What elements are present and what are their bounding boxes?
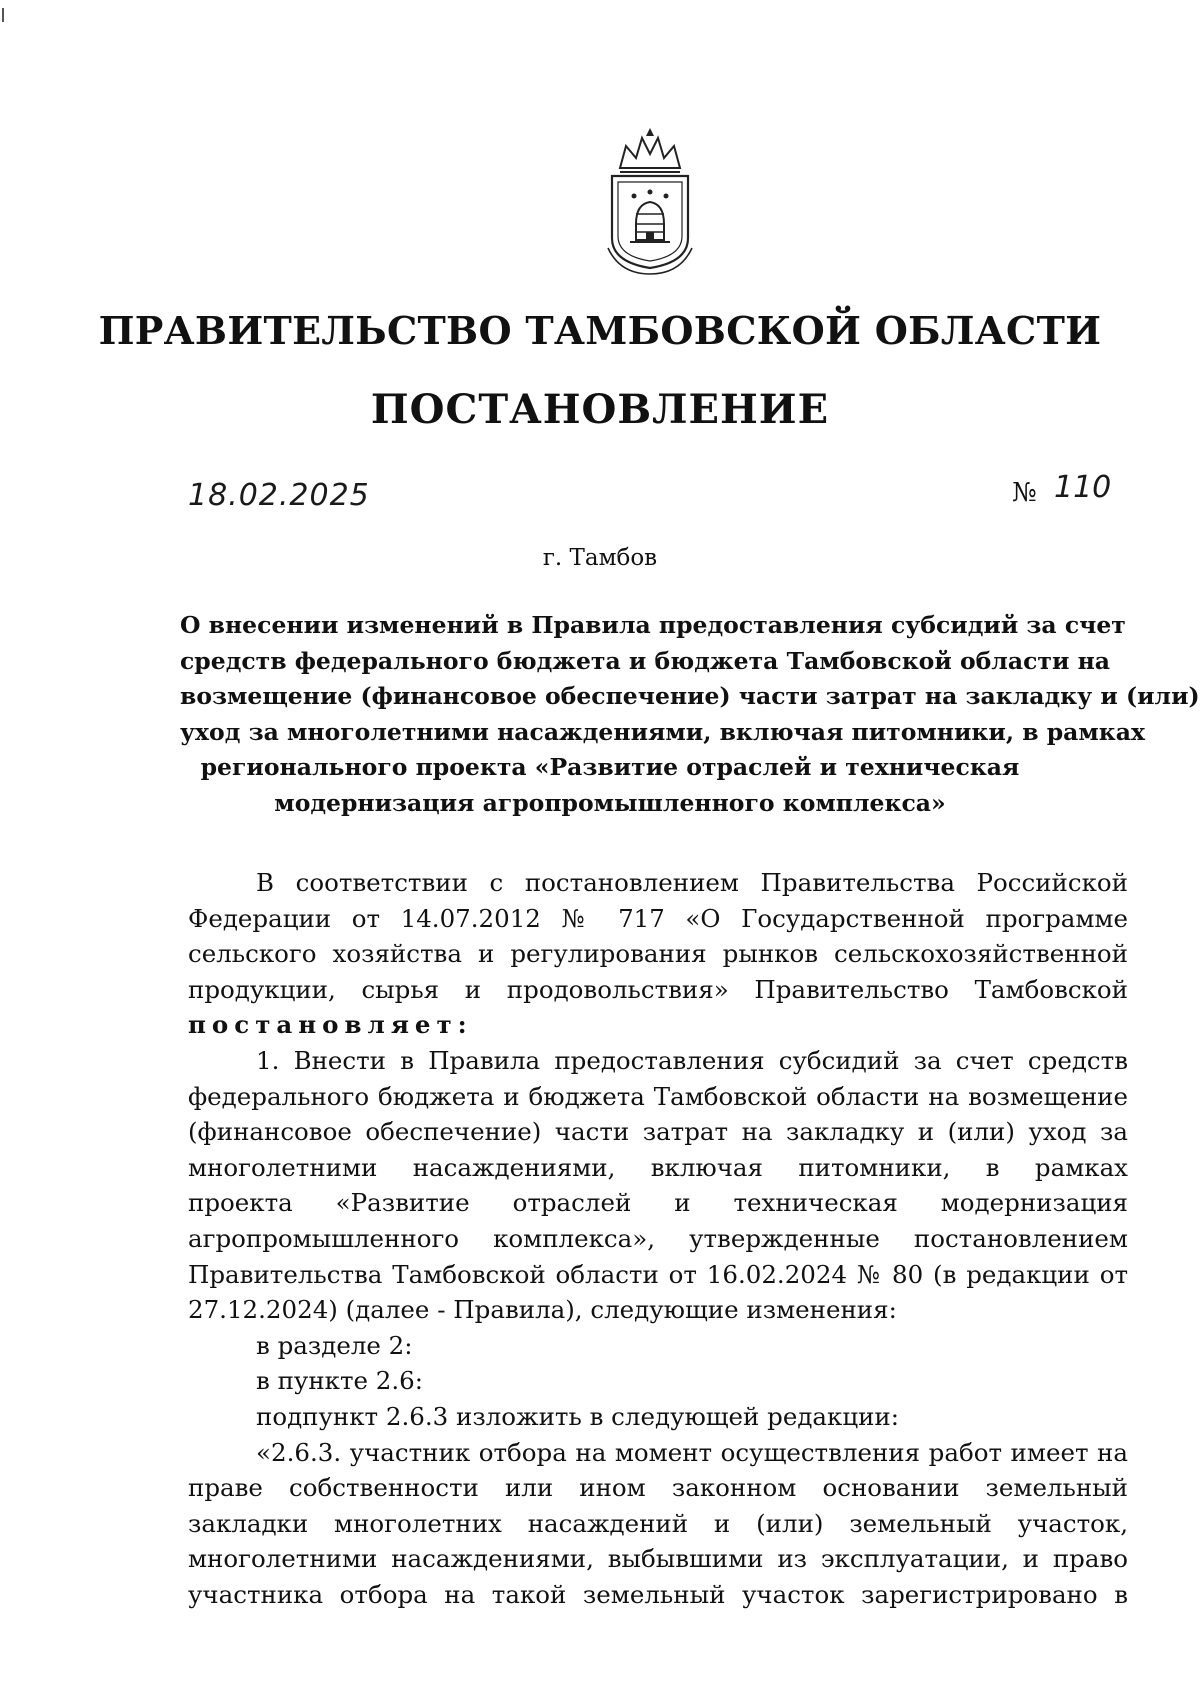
body-line: Федерации от 14.07.2012 № 717 «О Государственной программе <box>188 903 1128 933</box>
body-line: сельского хозяйства и регулирования рынков сельскохозяйственной <box>188 939 1128 969</box>
body-line: агропромышленного комплекса», утвержденные постановлением <box>188 1223 1128 1253</box>
document-number-label: № <box>1012 478 1037 508</box>
subject-line: модернизация агропромышленного комплекса» <box>274 788 946 817</box>
body-line: праве собственности или ином законном основании земельный <box>188 1473 1128 1503</box>
body-line: (финансовое обеспечение) части затрат на закладку и (или) уход за <box>188 1117 1128 1147</box>
body-line: федерального бюджета и бюджета Тамбовской области на возмещение <box>188 1081 1128 1111</box>
subject-line: О внесении изменений в Правила предоставления субсидий за счет <box>180 611 1126 639</box>
body-line: участника отбора на такой земельный участок зарегистрировано в <box>188 1579 1128 1609</box>
body-line: в пункте 2.6: <box>256 1366 424 1396</box>
subject-line: средств федерального бюджета и бюджета Тамбовской области на <box>180 646 1111 675</box>
document-subject <box>180 608 1200 821</box>
government-title: ПРАВИТЕЛЬСТВО ТАМБОВСКОЙ ОБЛАСТИ <box>98 308 1102 353</box>
body-line: в разделе 2: <box>256 1330 413 1360</box>
subject-line: возмещение (финансовое обеспечение) части затрат на закладку и (или) <box>180 682 1200 710</box>
body-line: В соответствии с постановлением Правительства Российской <box>256 868 1128 897</box>
body-line: 27.12.2024) (далее - Правила), следующие изменения: <box>188 1295 897 1325</box>
body-line-decree-verb: постановляет: <box>188 1010 473 1040</box>
body-line: продукции, сырья и продовольствия» Правительство Тамбовской <box>188 974 1128 1004</box>
body-line: «2.6.3. участник отбора на момент осуществления работ имеет на <box>256 1437 1128 1467</box>
scan-mark <box>2 8 4 22</box>
body-line: 1. Внести в Правила предоставления субсидий за счет средств <box>256 1045 1128 1075</box>
body-line: проекта «Развитие отраслей и техническая модернизация <box>188 1188 1128 1218</box>
document-type-title: ПОСТАНОВЛЕНИЕ <box>370 386 830 433</box>
body-line: подпункт 2.6.3 изложить в следующей редакции: <box>256 1401 900 1431</box>
tambov-coat-of-arms-icon <box>590 128 710 276</box>
city-name: г. Тамбов <box>542 545 658 571</box>
document-number: 110 <box>1054 470 1112 505</box>
body-line: закладки многолетних насаждений и (или) земельный участок, <box>188 1508 1128 1538</box>
subject-line: уход за многолетними насаждениями, включая питомники, в рамках <box>180 717 1145 746</box>
subject-line: регионального проекта «Развитие отраслей и техническая <box>200 753 1020 781</box>
document-body <box>188 865 1128 1612</box>
body-line: Правительства Тамбовской области от 16.02.2024 № 80 (в редакции от <box>188 1259 1128 1289</box>
body-line: многолетними насаждениями, включая питомники, в рамках <box>188 1152 1128 1182</box>
body-line: многолетними насаждениями, выбывшими из эксплуатации, и право <box>188 1544 1128 1574</box>
document-date: 18.02.2025 <box>188 478 370 513</box>
